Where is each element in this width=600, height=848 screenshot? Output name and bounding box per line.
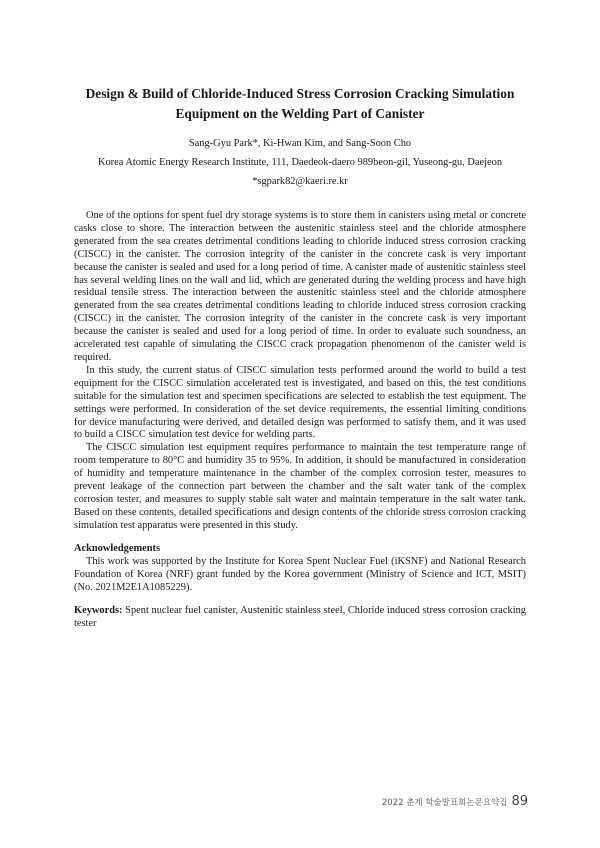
author-list: Sang-Gyu Park*, Ki-Hwan Kim, and Sang-Soon Cho	[188, 138, 412, 149]
conference-name: 2022 춘계 학술발표회논문요약집	[381, 798, 508, 808]
page-footer	[382, 790, 528, 810]
affiliation: Korea Atomic Energy Research Institute, 111, Daedeok-daero 989beon-gil, Yuseong-gu, Daejeon	[97, 157, 503, 168]
abstract-body	[74, 210, 526, 533]
acknowledgements-heading: Acknowledgements	[74, 543, 161, 554]
keywords	[74, 605, 526, 631]
abstract-paragraph-2: In this study, the current status of CISCC simulation tests performed around the world to build a test equipment for the CISCC simulation accelerated test is investigated, and based on this, the test conditions suitable for the simulation test and specimen specifications are selected to establish the test equipment. The settings were performed. In consideration of the set device requirements, the essential limiting conditions for device manufacturing were derived, and detailed design was performed to satisfy them, and it was used to build a CISCC simulation test device for welding parts.	[74, 364, 526, 441]
keywords-label: Keywords:	[74, 605, 123, 616]
keywords-text: Spent nuclear fuel canister, Austenitic stainless steel, Chloride induced stress corrosion cracking tester	[74, 605, 526, 629]
abstract-paragraph-3: The CISCC simulation test equipment requires performance to maintain the test temperature range of room temperature to 80°C and humidity 35 to 95%. In addition, it should be manufactured in consideration of humidity and temperature maintenance in the chamber of the complex corrosion tester, measures to prevent leakage of the connection part between the chamber and the salt water tank of the complex corrosion tester, and measures to supply stable salt water and maintain temperature in the salt water tank. Based on these contents, detailed specifications and design contents of the chloride stress corrosion cracking simulation test apparatus were presented in this study.	[74, 442, 526, 531]
paper-title: Design & Build of Chloride-Induced Stress Corrosion Cracking Simulation Equipment on the Welding Part of Canister	[85, 86, 515, 121]
page-number: 89	[511, 794, 528, 809]
corresponding-email: *sgpark82@kaeri.re.kr	[252, 176, 348, 187]
abstract-paragraph-1: One of the options for spent fuel dry storage systems is to store them in canisters using metal or concrete casks close to shore. The interaction between the austenitic stainless steel and the chloride atmosphere generated from the sea creates detrimental conditions leading to chloride induced stress corrosion cracking (CISCC) in the canister. The corrosion integrity of the canister in the concrete cask is very important because the canister is sealed and used for a long period of time. A canister made of austenitic stainless steel has several welding lines on the wall and lid, which are generated during the welding process and have high residual tensile stress. The interaction between the austenitic stainless steel and the chloride atmosphere generated from the sea creates detrimental conditions leading to chloride induced stress corrosion cracking (CISCC) in the canister. The corrosion integrity of the canister in the concrete cask is very important because the canister is sealed and used for a long period of time. In order to evaluate such soundness, an accelerated test capable of simulating the CISCC crack propagation phenomenon of the canister weld is required.	[74, 210, 526, 363]
acknowledgements-text: This work was supported by the Institute for Korea Spent Nuclear Fuel (iKSNF) and National Research Foundation of Korea (NRF) grant funded by the Korea government (Ministry of Science and ICT, MSIT) (No. 2021M2E1A1085229).	[74, 556, 526, 593]
